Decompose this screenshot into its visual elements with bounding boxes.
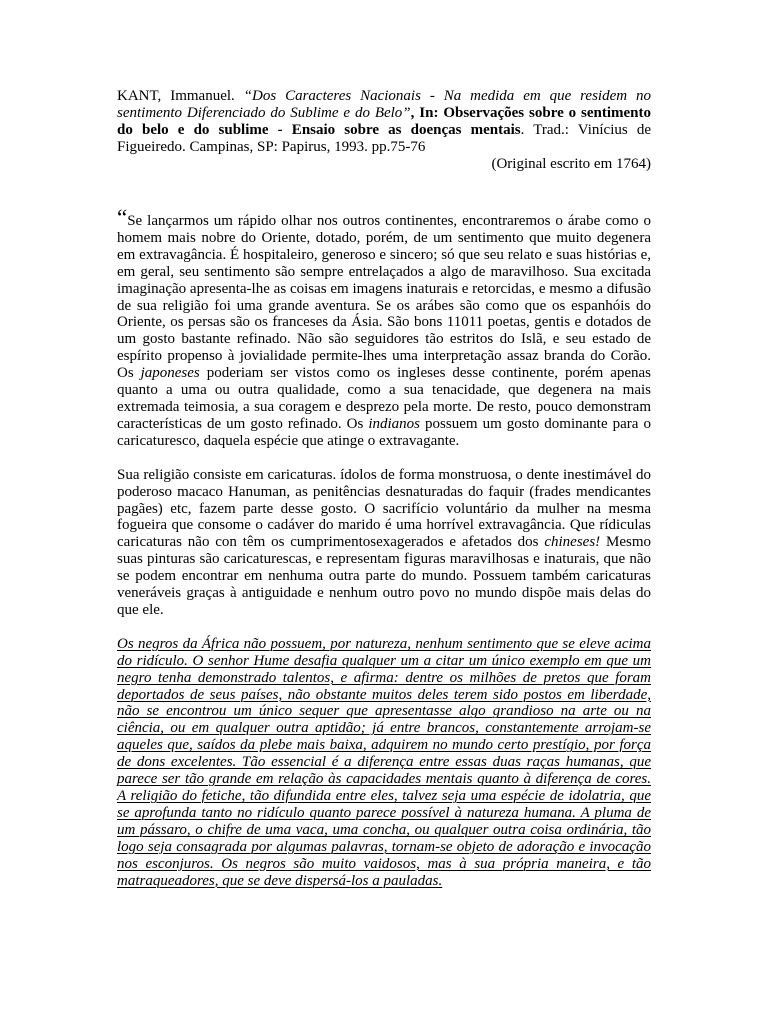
paragraph-2-text-a: Sua religião consiste em caricaturas. ídolos de forma monstruosa, o dente inestimável do poderoso macaco Hanuman, as penitências desnaturadas do faquir (frades mendicantes pagães) etc, fazem parte desse gosto. O sacrifício voluntário da mulher na mesma fogueira que consome o cadáver do marido é uma horrível extravagância. Que rídiculas caricaturas não con têm os cumprimentosexagerados e afetados dos [117,466,651,551]
paragraph-1-text-a: Se lançarmos um rápido olhar nos outros continentes, encontraremos o árabe como o homem mais nobre do Oriente, dotado, porém, de um sentimento que muito degenera em extravagância. É hospitaleiro, generoso e sincero; só que seu relato e suas histórias e, em geral, seu sentimento são sempre entrelaçados a algo de maravilhoso. Sua excitada imaginação apresenta-lhe as coisas em imagens inaturais e retorcidas, e mesmo a difusão de sua religião foi uma grande aventura. Se os arábes são como que os espanhóis do Oriente, os persas são os franceses da Ásia. São bons 11011 poetas, gentis e dotados de um gosto bastante refinado. Não são seguidores tão estritos do Islã, e seu estado de espírito propenso à jovialidade permite-lhes uma interpretação assaz branda do Corão. Os [117,213,651,382]
paragraph-1-text-b: poderiam ser vistos como os ingleses desse continente, porém apenas quanto a uma ou outra qualidade, como a sua tenacidade, que degenera na mais extremada teimosia, a sua coragem e desprezo pela morte. De resto, pouco demonstram características de um gosto refinado. Os [117,365,652,432]
citation-chapter-title: “Dos Caracteres Nacionais - Na medida em que residem no sentimento Diferenciado do Sublime e do Belo” [117,88,651,121]
original-date-note: (Original escrito em 1764) [491,156,651,172]
paragraph-3-underlined: Os negros da África não possuem, por natureza, nenhum sentimento que se eleve acima do ridículo. O senhor Hume desafia qualquer um a citar um único exemplo em que um negro tenha demonstrado talentos, e afirma: dentre os milhões de pretos que foram deportados de seus países, não obstante muitos deles terem sido postos em liberdade, não se encontrou um único sequer que apresentasse algo grandioso na arte ou na ciência, ou em qualquer outra aptidão; já entre brancos, constantemente arrojam-se aqueles que, saídos da plebe mais baixa, adquirem no mundo certo prestígio, por força de dons excelentes. Tão essencial é a diferença entre essas duas raças humanas, que parece ser tão grande em relação às capacidades mentais quanto à diferença de cores. A religião do fetiche, tão difundida entre eles, talvez seja uma espécie de idolatria, que se aprofunda tanto no ridículo quanto parece possível à natureza humana. A pluma de um pássaro, o chifre de uma vaca, uma concha, ou qualquer outra coisa ordinária, tão logo seja consagrada por algumas palavras, tornam-se objeto de adoração e invocação nos esconjuros. Os negros são muito vaidosos, mas à sua própria maneira, e tão matraqueadores, que se deve dispersá-los a pauladas. [117,635,651,889]
paragraph-2 [117,467,651,619]
term-indianos: indianos [368,415,421,432]
paragraph-1 [117,205,652,450]
term-chineses: chineses! [544,534,601,551]
term-japoneses: japoneses [140,365,200,382]
paragraph-2-text-b: Mesmo suas pinturas são caricaturescas, e representam figuras maravilhosas e inaturais, que não se podem encontrar em nenhuma outra parte do mundo. Possuem também caricaturas veneráveis graças à antiguidade e nenhum outro povo no mundo dispõe mais delas do que ele. [117,534,651,618]
citation-block [117,88,651,156]
paragraph-1-text-c: possuem um gosto dominante para o caricaturesco, daquela espécie que atinge o extravagante. [117,415,651,449]
citation-publication: . Trad.: Vinícius de Figueiredo. Campinas, SP: Papirus, 1993. pp.75-76 [117,122,651,155]
citation-author: KANT, Immanuel. [117,88,244,104]
citation-book-title: , In: Observações sobre o sentimento do belo e do sublime - Ensaio sobre as doenças mentais [117,105,651,138]
document-body [117,88,651,889]
opening-quote-mark: “ [117,205,128,230]
